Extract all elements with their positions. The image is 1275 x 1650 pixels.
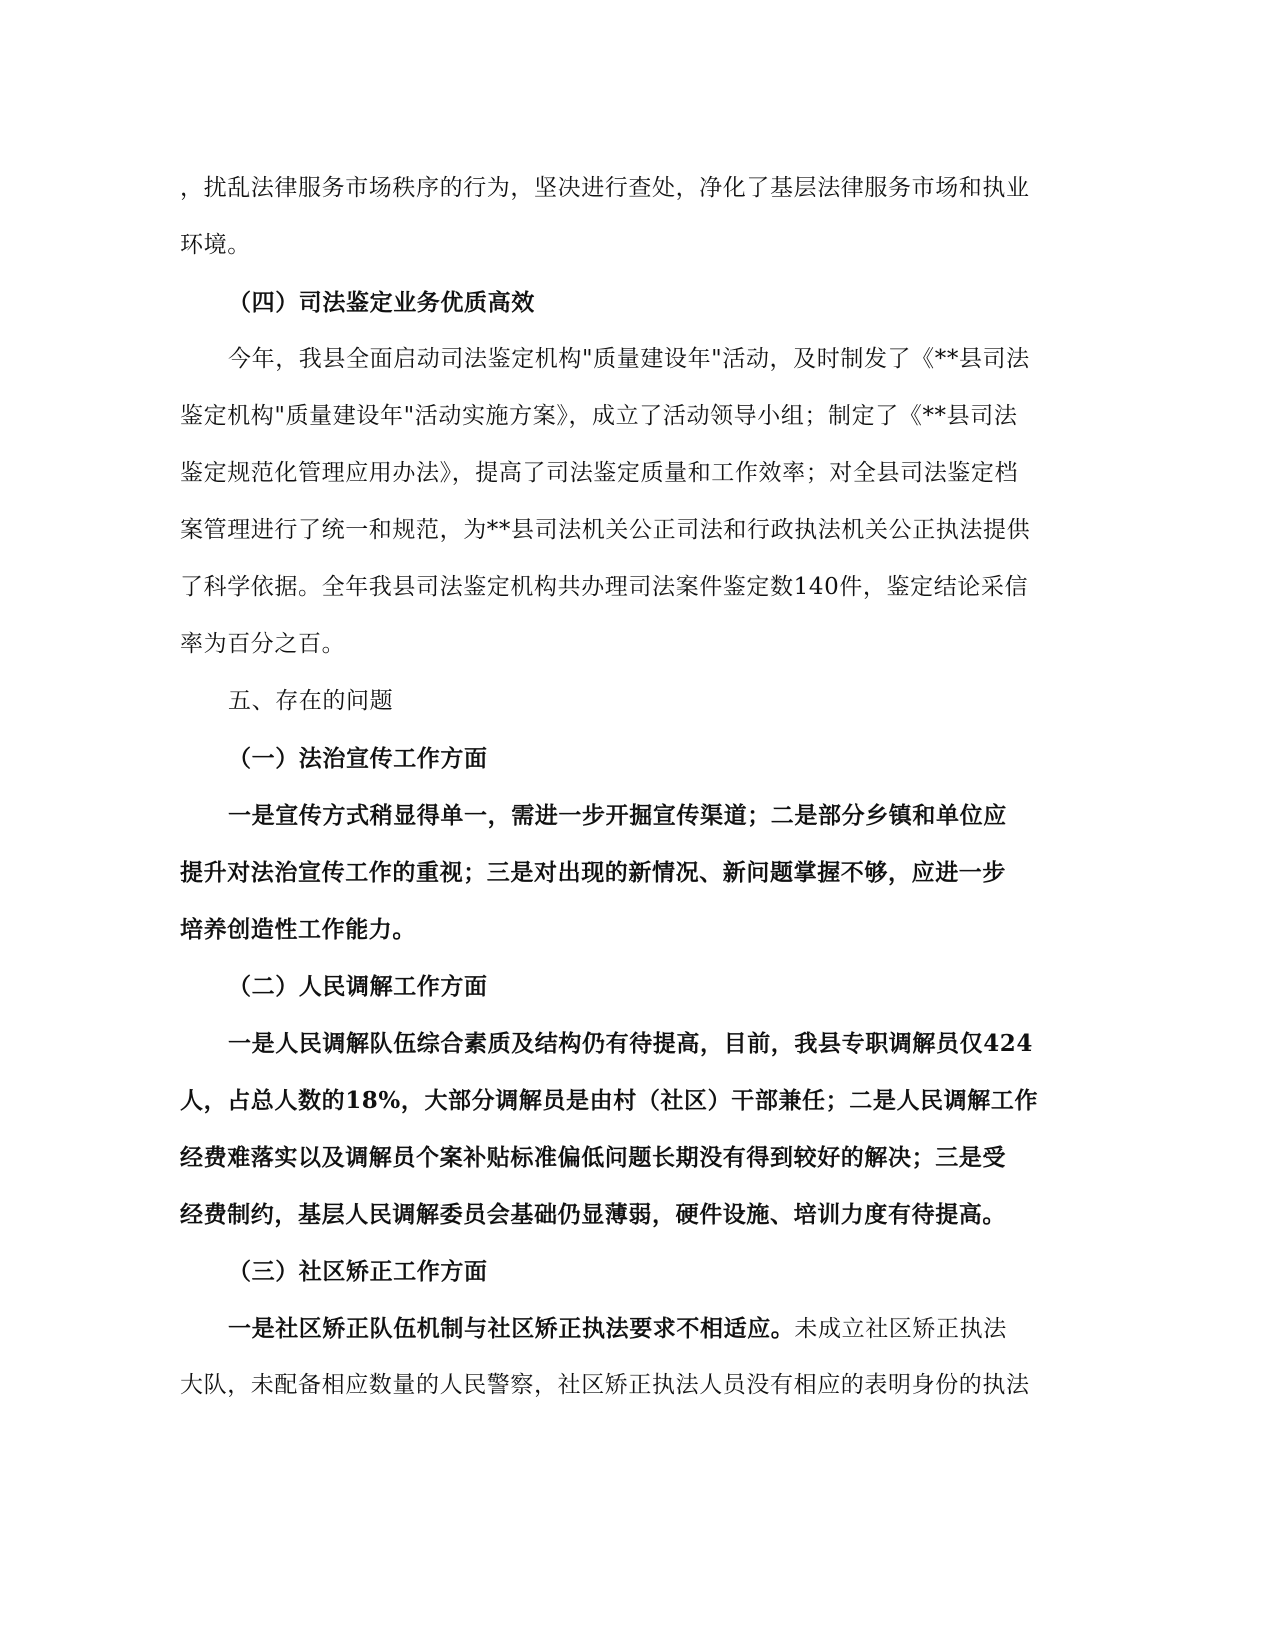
paragraph-line: 经费制约，基层人民调解委员会基础仍显薄弱，硬件设施、培训力度有待提高。 bbox=[180, 1201, 1006, 1228]
paragraph-line: 案管理进行了统一和规范，为**县司法机关公正司法和行政执法机关公正执法提供 bbox=[180, 517, 1031, 543]
paragraph-line: 率为百分之百。 bbox=[180, 631, 346, 657]
paragraph-line: 提升对法治宣传工作的重视；三是对出现的新情况、新问题掌握不够，应进一步 bbox=[180, 859, 1006, 886]
paragraph-line: 培养创造性工作能力。 bbox=[180, 916, 416, 943]
paragraph-line: 一是人民调解队伍综合素质及结构仍有待提高，目前，我县专职调解员仅424 bbox=[228, 1030, 1034, 1057]
paragraph-line: 人，占总人数的18%，大部分调解员是由村（社区）干部兼任；二是人民调解工作 bbox=[180, 1087, 1039, 1114]
paragraph-line: 经费难落实以及调解员个案补贴标准偏低问题长期没有得到较好的解决；三是受 bbox=[180, 1144, 1006, 1171]
chapter-heading: 五、存在的问题 bbox=[228, 688, 394, 714]
paragraph-line: 今年，我县全面启动司法鉴定机构"质量建设年"活动，及时制发了《**县司法 bbox=[228, 346, 1030, 372]
paragraph-line: 了科学依据。全年我县司法鉴定机构共办理司法案件鉴定数140件，鉴定结论采信 bbox=[180, 574, 1029, 600]
paragraph-line: 鉴定规范化管理应用办法》，提高了司法鉴定质量和工作效率；对全县司法鉴定档 bbox=[180, 460, 1019, 486]
normal-text: 未成立社区矫正执法 bbox=[794, 1316, 1007, 1342]
section-heading-2: （二）人民调解工作方面 bbox=[228, 973, 488, 1000]
section-heading-3: （三）社区矫正工作方面 bbox=[228, 1258, 488, 1285]
paragraph-line: 环境。 bbox=[180, 232, 251, 258]
paragraph-line: 一是宣传方式稍显得单一，需进一步开掘宣传渠道；二是部分乡镇和单位应 bbox=[228, 802, 1007, 829]
paragraph-line: ，扰乱法律服务市场秩序的行为，坚决进行查处，净化了基层法律服务市场和执业 bbox=[180, 175, 1030, 201]
section-heading-4: （四）司法鉴定业务优质高效 bbox=[228, 289, 535, 316]
emphasis-text: 一是社区矫正队伍机制与社区矫正执法要求不相适应。 bbox=[228, 1315, 795, 1342]
paragraph-line: 鉴定机构"质量建设年"活动实施方案》，成立了活动领导小组；制定了《**县司法 bbox=[180, 403, 1018, 429]
paragraph-line bbox=[180, 1300, 1040, 1357]
section-heading-1: （一）法治宣传工作方面 bbox=[228, 745, 488, 772]
paragraph-line: 大队，未配备相应数量的人民警察，社区矫正执法人员没有相应的表明身份的执法 bbox=[180, 1372, 1030, 1398]
document-body bbox=[180, 160, 1040, 1414]
